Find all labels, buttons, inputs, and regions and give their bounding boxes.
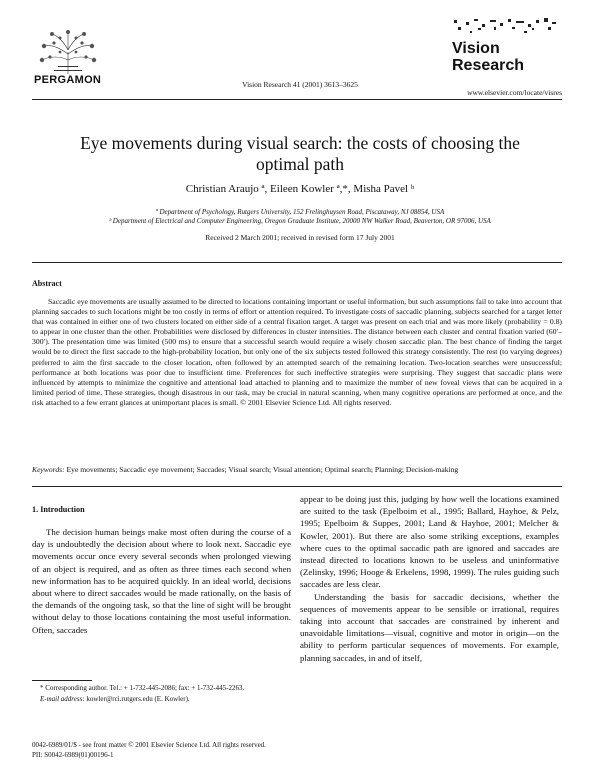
received-dates: Received 2 March 2001; received in revised form 17 July 2001 xyxy=(205,233,395,242)
journal-website: www.elsevier.com/locate/visres xyxy=(467,88,562,97)
footnote-rule xyxy=(32,680,92,681)
keywords xyxy=(32,465,562,475)
footnote-email-label: E-mail address: xyxy=(40,695,85,703)
abstract-text: Saccadic eye movements are usually assumed to be directed to locations containing important or useful information, but such assumptions fail to take into account that planning saccades to such locations might be too costly in terms of effort or attention required. To investigate costs of saccadic planning, subjects searched for a target letter that was contained in either one of two clusters located on either side of a central fixation target. A target was present on each trial and was more likely (probability = 0.8) to appear in one cluster than the other. Probabilities were disclosed by differences in cluster intensities. The distance between each cluster and central fixation varied (60′–300′). The presentation time was limited (500 ms) to ensure that a successful search would require a wisely chosen saccadic plan. The best chance of finding the target would be to direct the first saccade to the high-probability location, but only one of the six subjects tested followed this strategy consistently. The rest (to varying degrees) preferred to aim the first saccade to the closer location, often followed by an attempted search of the remaining location. Two-location searches were unsuccessful; performance at both locations was poor due to insufficient time. Preferences for such ineffective strategies were surprising. They suggest that saccadic plans were influenced by attempts to minimize the cognitive and attentional load attached to planning and to maximize the number of new foveal views that can be acquired in a limited period of time. These strategies, though disastrous in our task, may be crucial in natural scanning, when many cognitive operations are performed at once, and the risk attached to a few errant glances at unimportant places is small. © 2001 Elsevier Science Ltd. All rights reserved. xyxy=(32,297,562,407)
front-matter-line: 0042-6989/01/$ - see front matter © 2001 Elsevier Science Ltd. All rights reserved. xyxy=(32,741,266,749)
author-list: Christian Araujo ª, Eileen Kowler ª,*, Misha Pavel ᵇ xyxy=(185,183,415,195)
footnote-corresponding-author: * Corresponding author. Tel.: + 1-732-445-2086; fax: + 1-732-445-2263. xyxy=(40,684,245,692)
journal-name-line1: Vision xyxy=(452,40,500,57)
section-heading-introduction: 1. Introduction xyxy=(32,505,85,514)
footnotes xyxy=(32,684,294,706)
intro-column-right xyxy=(300,493,559,664)
keywords-list: Eye movements; Saccadic eye movement; Saccades; Visual search; Visual attention; Optimal search; Planning; Decision-making xyxy=(64,465,459,474)
publisher-name: PERGAMON xyxy=(34,74,102,86)
logo-dots-pattern xyxy=(440,18,560,40)
paper-title xyxy=(40,133,560,175)
header-rule xyxy=(32,99,562,100)
intro-column-left xyxy=(32,526,291,636)
vision-research-logo xyxy=(440,18,560,80)
keywords-label: Keywords: xyxy=(32,465,65,474)
keywords-bottom-rule xyxy=(32,486,562,487)
intro-paragraph-2: appear to be doing just this, judging by how well the locations examined are suited to the task (Epelboim et al., 1995; Ballard, Hayhoe, & Pelz, 1995; Epelboim & Suppes, 2001; Land & Hayhoe, 2001; Melcher & Kowler, 2001). But there are also some striking exceptions, examples where cues to the optimal saccadic path are ignored and saccades are instead directed to locations known to be useless and uninformative (Zelinsky, 1996; Hooge & Erkelens, 1998, 1999). The rules guiding such saccades are less clear. xyxy=(300,494,559,590)
journal-name-line2: Research xyxy=(452,57,525,74)
abstract-top-rule xyxy=(32,262,562,263)
abstract-heading: Abstract xyxy=(32,279,62,288)
footnote-email-address[interactable]: kowler@rci.rutgers.edu (E. Kowler). xyxy=(84,695,190,703)
intro-paragraph-3: Understanding the basis for saccadic decisions, whether the sequences of movements appear to be sensible or irrational, requires taking into account that saccades are constrained by inherent and unavoidable limitations—visual, cognitive and motor in origin—on the ability to perform particular sequences of movements. For example, planning saccades, in and of itself, xyxy=(300,591,559,663)
pergamon-tree-logo xyxy=(32,30,104,74)
affiliation-b: ᵇ Department of Electrical and Computer Engineering, Oregon Graduate Institute, 20000 NW Walker Road, Beaverton, OR 97006, USA xyxy=(109,217,491,225)
title-line-2: optimal path xyxy=(256,154,344,174)
pii-line: PII: S0042-6989(01)00196-1 xyxy=(32,750,114,759)
footnote-email xyxy=(32,695,294,704)
journal-citation: Vision Research 41 (2001) 3613–3625 xyxy=(242,80,358,89)
copyright-footer xyxy=(32,741,266,760)
intro-paragraph-1: The decision human beings make most often during the course of a day is undoubtedly the decision about where to look next. Saccadic eye movements occur once every several seconds when prolonged viewing of an object is required, and as often as three times each second when new information has to be acquired quickly. In an ideal world, decisions about where to direct saccades would be made rationally, on the basis of the demands of the ongoing task, so that the line of sight will be brought without delay to those locations containing the most useful information. Often, saccades xyxy=(32,527,291,635)
title-line-1: Eye movements during visual search: the costs of choosing the xyxy=(80,133,520,153)
affiliation-a: ª Department of Psychology, Rutgers University, 152 Frelinghuysen Road, Piscataway, NJ 08854, USA xyxy=(155,208,445,216)
